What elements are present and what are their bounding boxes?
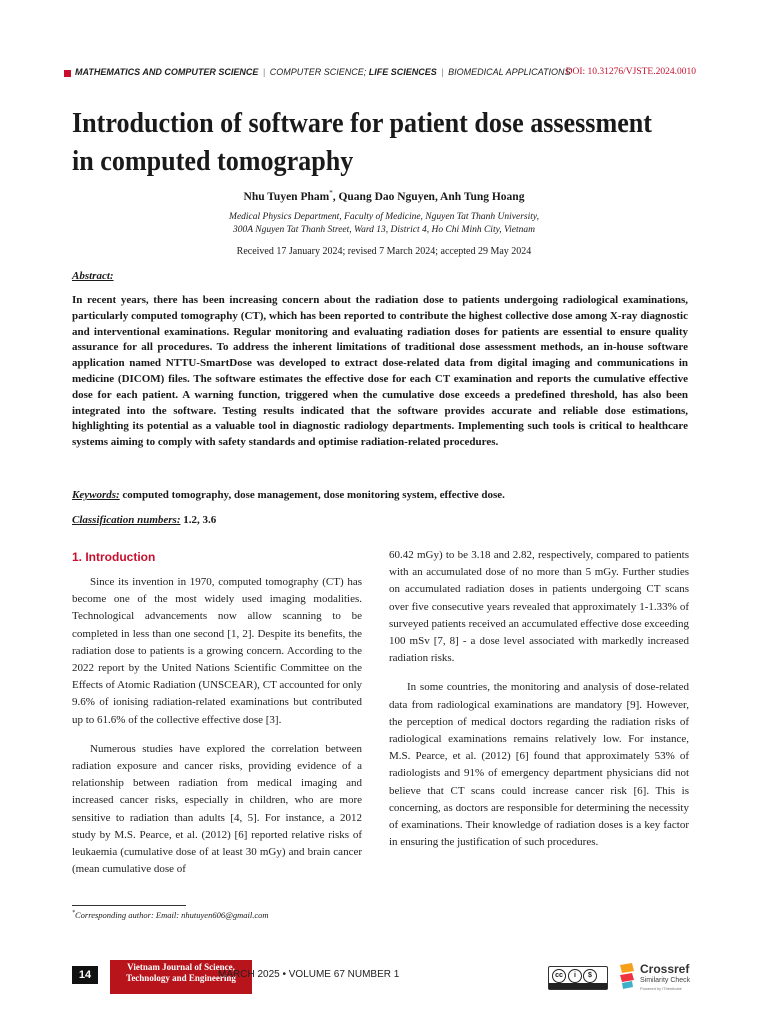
body-column-right bbox=[389, 547, 689, 863]
running-header bbox=[64, 67, 696, 81]
author-first: Nhu Tuyen Pham bbox=[243, 190, 330, 203]
page-number: 14 bbox=[72, 966, 98, 984]
paragraph: 60.42 mGy) to be 3.18 and 2.82, respectively, compared to patients with an accumulated dose of no more than 5 mGy. Further studies on accumulated radiation doses in patients undergoing CT scans over five consecutive years revealed that approximately 1-1.33% of surveyed patients received an accumulated effective dose exceeding 100 mSv [7, 8] - a dose level associated with markedly increased radiation risks. bbox=[389, 549, 689, 665]
corresponding-mark: * bbox=[329, 189, 333, 197]
category-primary: MATHEMATICS AND COMPUTER SCIENCE bbox=[75, 67, 259, 77]
crossref-badge[interactable] bbox=[618, 960, 698, 996]
section-heading-introduction: 1. Introduction bbox=[72, 550, 156, 564]
classification-text: 1.2, 3.6 bbox=[183, 514, 217, 526]
keywords-label: Keywords: bbox=[72, 489, 120, 501]
footnote-text: Corresponding author: Email: nhutuyen606@gmail.com bbox=[75, 910, 269, 920]
title-line-1: Introduction of software for patient dose assessment bbox=[72, 107, 652, 139]
paragraph: Numerous studies have explored the correlation between radiation exposure and cancer risks, providing evidence of a relationship between radiation from medical imaging and increased cancer risks, especially in children, who are more sensitive to radiation than adults [4, 5]. For instance, a 2012 study by M.S. Pearce, et al. (2012) [6] reported relative risks of leukaemia (cumulative dose of at least 30 mGy) and brain cancer (mean cumulative dose of bbox=[72, 742, 362, 876]
footnote bbox=[72, 910, 269, 920]
issue-info: MARCH 2025 • VOLUME 67 NUMBER 1 bbox=[218, 969, 400, 980]
crossref-powered: Powered by iThenticate bbox=[640, 986, 682, 991]
category-line bbox=[75, 67, 571, 77]
abstract-heading: Abstract: bbox=[72, 270, 114, 282]
paragraph: In some countries, the monitoring and analysis of dose-related data from radiological examinations are mandatory [9]. However, the perception of medical doctors regarding the radiation risks of radiological examinations remains relatively low. For instance, M.S. Pearce, et al. (2012) [6] found that approximately 53% of radiologists and 91% of emergency department physicians did not believe that CT scans could increase cancer risk [6]. This is concerning, as doctors are responsible for determining the necessity of examinations. Their knowledge of radiation doses is a key factor in ensuring the justification of such procedures. bbox=[389, 681, 689, 849]
separator: | bbox=[262, 67, 266, 77]
abstract-text: In recent years, there has been increasing concern about the radiation dose to patients undergoing radiological examinations, particularly computed tomography (CT), which has been reported to contribute the highest collective dose among X-ray diagnostic and interventional examinations. Regular monitoring and evaluating radiation doses for patients are essential to ensure quality assurance for all procedures. To address the inherent limitations of traditional dose assessment methods, an in-house software application named NTTU-SmartDose was developed to extract dose-related data from digital imaging and communications in medicine (DICOM) files. The software estimates the effective dose for each CT examination and reports the cumulative effective dose for each patient. A warning function, triggered when the cumulative dose exceeds a predefined threshold, has also been integrated into the software. Testing results indicated that the software provides accurate and reliable dose estimations, highlighting its potential as a valuable tool in diagnostic radiology departments. Implementing such tools is critical to healthcare systems aiming to comply with safety standards and optimise radiation-related procedures. bbox=[72, 294, 688, 449]
crossref-subtitle: Similarity Check bbox=[640, 977, 691, 984]
cc-by-nc-nd-icon[interactable] bbox=[548, 966, 608, 990]
by-icon: i bbox=[568, 969, 582, 983]
paragraph: Since its invention in 1970, computed tomography (CT) has become one of the most widely used imaging modalities. Technological advancements now allow scanning to be completed in less than one second [1, 2]. Despite its benefits, the radiation dose to patients is a growing concern. According to the 2022 report by the United Nations Scientific Committee on the Effects of Atomic Radiation (UNSCEAR), CT accounted for only 9.6% of ionising radiation-related examinations but contributed up to 61.6% of the collective effective dose [3]. bbox=[72, 576, 362, 726]
affiliation-line-2: 300A Nguyen Tat Thanh Street, Ward 13, District 4, Ho Chi Minh City, Vietnam bbox=[233, 225, 535, 235]
crossref-icon bbox=[618, 963, 636, 989]
body-column-left bbox=[72, 574, 362, 890]
author-list bbox=[0, 189, 768, 203]
cc-icon: cc bbox=[552, 969, 566, 983]
category-secondary: LIFE SCIENCES bbox=[368, 67, 437, 77]
category-primary-sub: COMPUTER SCIENCE; bbox=[269, 67, 367, 77]
keywords bbox=[72, 489, 688, 501]
license-labels bbox=[549, 983, 607, 989]
page-footer bbox=[72, 960, 691, 996]
journal-name-line-2: Technology and Engineering bbox=[126, 973, 236, 983]
classification bbox=[72, 514, 216, 526]
author-rest: , Quang Dao Nguyen, Anh Tung Hoang bbox=[332, 190, 525, 203]
doi-link[interactable]: DOI: 10.31276/VJSTE.2024.0010 bbox=[565, 67, 696, 77]
affiliation-line-1: Medical Physics Department, Faculty of Medicine, Nguyen Tat Thanh University, bbox=[229, 212, 539, 222]
nc-icon: $ bbox=[583, 969, 597, 983]
paper-title bbox=[72, 104, 702, 180]
footnote-rule bbox=[72, 905, 186, 906]
journal-name-line-1: Vietnam Journal of Science, bbox=[127, 962, 235, 972]
classification-label: Classification numbers: bbox=[72, 514, 181, 526]
title-line-2: in computed tomography bbox=[72, 145, 354, 177]
category-secondary-sub: BIOMEDICAL APPLICATIONS bbox=[448, 67, 571, 77]
submission-dates: Received 17 January 2024; revised 7 March 2024; accepted 29 May 2024 bbox=[236, 246, 532, 257]
category-square-icon bbox=[64, 70, 71, 77]
separator: | bbox=[441, 67, 444, 77]
crossref-name: Crossref bbox=[640, 962, 690, 976]
affiliation bbox=[0, 211, 768, 237]
journal-logo-strip bbox=[110, 960, 252, 962]
footnote-mark: * bbox=[72, 910, 75, 917]
keywords-text: computed tomography, dose management, dose monitoring system, effective dose. bbox=[122, 489, 505, 501]
